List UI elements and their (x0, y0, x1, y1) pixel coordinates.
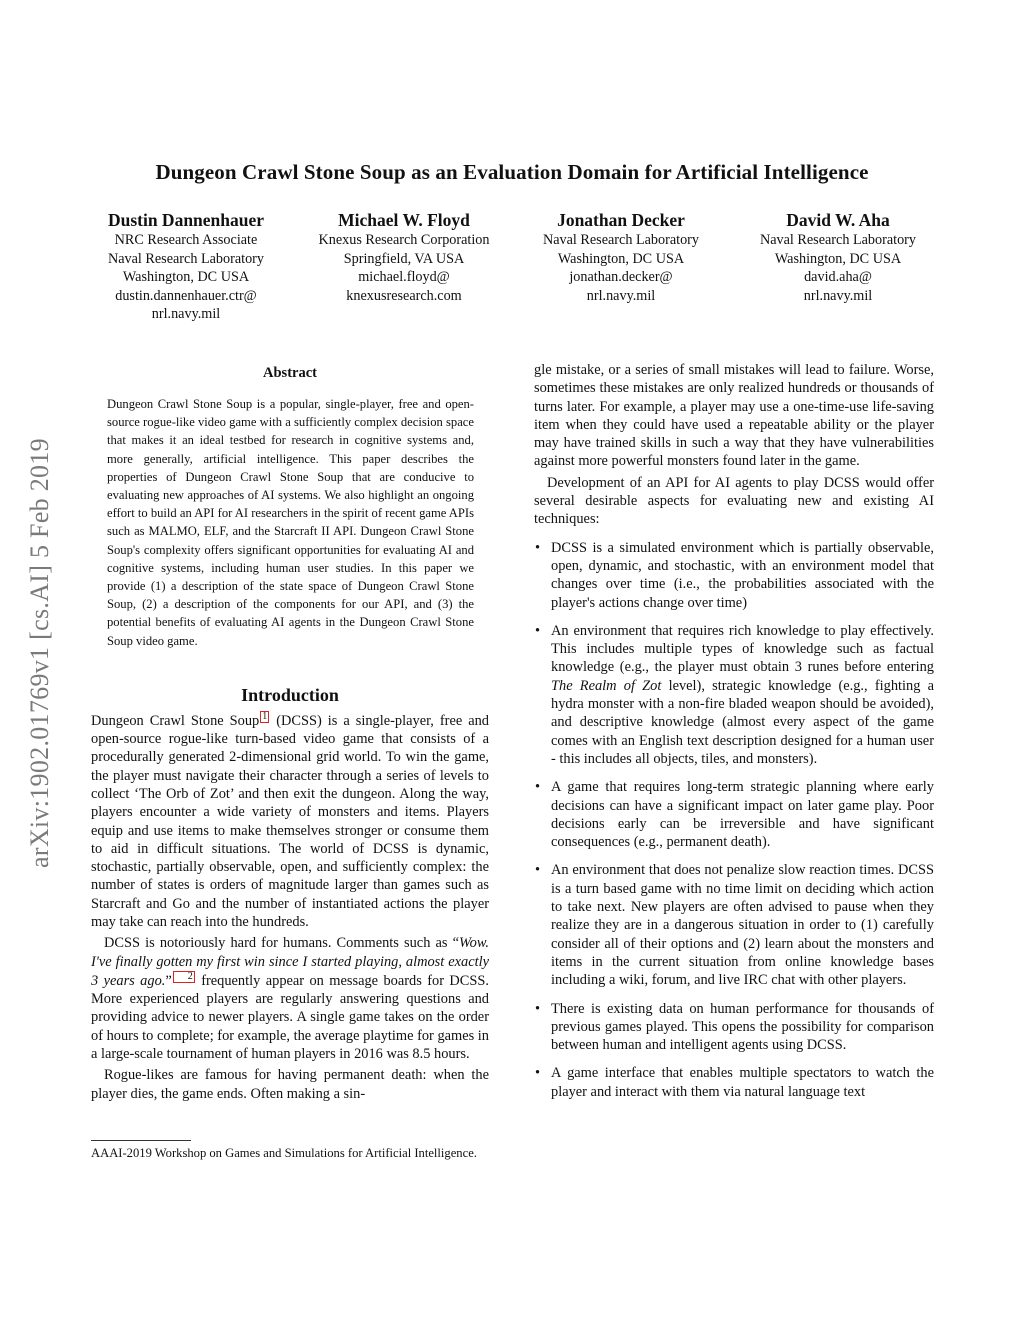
intro-text: DCSS is notoriously hard for humans. Comments such as “ (104, 935, 459, 952)
player-quote: Wow. I've finally gotten my first win since I started playing, almost exactly 3 years ago. (91, 935, 489, 989)
bullet-icon: • (535, 1000, 541, 1017)
author-name: Dustin Dannenhauer (107, 210, 265, 230)
arxiv-identifier-stamp: arXiv:1902.01769v1 [cs.AI] 5 Feb 2019 (25, 438, 54, 868)
body-paragraph: Development of an API for AI agents to play DCSS would offer several desirable aspects for evaluating new and existing AI techniques: (534, 474, 934, 528)
author-affiliation-line: Springfield, VA USA (343, 250, 465, 267)
author-block (740, 209, 936, 305)
author-affiliation-line: Washington, DC USA (557, 250, 685, 267)
list-item (534, 539, 934, 612)
list-item-text: level), strategic knowledge (e.g., fighting a hydra monster with a non-fire bladed weapon should be avoided), and descriptive knowledge (almost every aspect of the game comes with an English text description designed for a human user - this includes all objects, tiles, and monsters). (551, 677, 934, 767)
list-item (534, 1064, 934, 1101)
intro-paragraph (91, 934, 489, 1063)
author-name: David W. Aha (786, 210, 890, 230)
bullet-icon: • (535, 1065, 541, 1082)
author-email-line: david.aha@ (804, 269, 872, 285)
list-item-text: There is existing data on human performance for thousands of previous games played. This opens the possibility for comparison between human and intelligent agents using DCSS. (551, 1000, 934, 1054)
intro-text: ” (165, 972, 172, 989)
list-item-text: An environment that requires rich knowledge to play effectively. This includes multiple types of knowledge such as factual knowledge (e.g., the player must obtain 3 runes before entering (551, 622, 934, 676)
author-affiliation-line: NRC Research Associate (114, 232, 258, 248)
author-email-line: nrl.navy.mil (151, 306, 221, 322)
author-email-line: michael.floyd@ (358, 269, 450, 285)
list-item-text: DCSS is a simulated environment which is partially observable, open, dynamic, and stochastic, with an environment model that changes over time (i.e., the probabilities associated with the player's actions change over time) (551, 539, 934, 611)
author-affiliation-line: Washington, DC USA (774, 250, 902, 267)
abstract-body (107, 395, 474, 650)
author-name: Jonathan Decker (557, 210, 685, 230)
author-email-line: knexusresearch.com (346, 287, 462, 304)
author-block (296, 209, 512, 305)
bullet-icon: • (535, 539, 541, 556)
intro-paragraph (91, 711, 489, 931)
footnote-1-link[interactable]: 1 (262, 711, 268, 722)
list-item (534, 1000, 934, 1055)
aspect-list (534, 539, 934, 1101)
author-block (91, 209, 281, 324)
author-affiliation-line: Naval Research Laboratory (108, 250, 264, 267)
body-paragraph: gle mistake, or a series of small mistakes will lead to failure. Worse, sometimes these mistakes are only realized hundreds or thousands of turns later. For example, a player may use a one-time-use life-saving item when they could have used a repeatable ability or the player may have trained skills in such a way that they have vulnerabilities against more powerful monsters found later in the game. (534, 362, 934, 470)
author-email-line: dustin.dannenhauer.ctr@ (115, 287, 257, 304)
author-affiliation-line: Knexus Research Corporation (318, 232, 490, 248)
list-item (534, 622, 934, 768)
list-item-text: An environment that does not penalize slow reaction times. DCSS is a turn based game with no time limit on deciding which action to take next. New players are often advised to pause when they realize they are in a dangerous situation in order to (1) carefully consider all of their options and (2) learn about the monsters and items in the current situation from online knowledge bases including a wiki, forum, and live IRC chat with other players. (551, 862, 934, 989)
list-item-text: A game that requires long-term strategic planning where early decisions can have a significant impact on later game play. Poor decisions early can be irreversible and have significant consequences (e.g., permanent death). (551, 779, 934, 851)
list-item (534, 861, 934, 989)
author-affiliation-line: Naval Research Laboratory (760, 232, 916, 248)
author-email-line: jonathan.decker@ (569, 269, 673, 285)
list-item-italic: The Realm of Zot (551, 677, 662, 694)
intro-paragraph: Rogue-likes are famous for having permanent death: when the player dies, the game ends. Often making a sin- (91, 1067, 489, 1102)
author-email-line: nrl.navy.mil (803, 287, 873, 304)
intro-text: frequently appear on message boards for DCSS. More experienced players are regularly answering questions and providing advice to newer players. A single game takes on the order of hours to complete; for example, the average playtime for games in a large-scale tournament of human players in 2016 was 8.5 hours. (91, 972, 490, 1062)
author-affiliation-line: Naval Research Laboratory (543, 232, 699, 248)
author-block (523, 209, 719, 305)
paper-title: Dungeon Crawl Stone Soup as an Evaluation Domain for Artificial Intelligence (155, 160, 869, 184)
abstract-paragraph: Dungeon Crawl Stone Soup is a popular, single-player, free and open-source rogue-like video game with a sufficiently complex decision space that makes it an ideal testbed for research in cognitive systems and, more generally, artificial intelligence. This paper describes the properties of Dungeon Crawl Stone Soup that are conducive to evaluating new approaches of AI systems. We also highlight an ongoing effort to build an API for AI researchers in the spirit of recent game APIs such as MALMO, ELF, and the Starcraft II API. Dungeon Crawl Stone Soup's complexity offers significant opportunities for evaluating AI and cognitive systems, including human user studies. In this paper we provide (1) a description of the state space of Dungeon Crawl Stone Soup, (2) a description of the components for our API, and (3) the potential benefits of evaluating AI agents in the Dungeon Crawl Stone Soup video game. (107, 397, 474, 648)
footnote-divider (91, 1140, 191, 1141)
bullet-icon: • (535, 779, 541, 796)
intro-text: Dungeon Crawl Stone Soup (91, 712, 260, 729)
author-email-line: nrl.navy.mil (586, 287, 656, 304)
footnote-text: AAAI-2019 Workshop on Games and Simulations for Artificial Intelligence. (91, 1146, 477, 1160)
bullet-icon: • (535, 622, 541, 639)
left-column-body (91, 711, 489, 1106)
author-affiliation-line: Washington, DC USA (122, 269, 250, 285)
footnote-2-link[interactable]: 2 (173, 971, 195, 983)
right-column-body (534, 361, 934, 1111)
author-name: Michael W. Floyd (338, 210, 470, 230)
intro-text: (DCSS) is a single-player, free and open-source rogue-like turn-based video game that consists of a procedurally generated 2-dimensional grid world. To win the game, the player must navigate their character through a series of levels to collect ‘The Orb of Zot’ and then exit the dungeon. Along the way, players encounter a wide variety of monsters and items. Players equip and use items to make themselves stronger or consume them to aid in difficult situations. The world of DCSS is dynamic, stochastic, partially observable, open, and sufficiently complex: the number of states is orders of magnitude larger than games such as Starcraft and Go and the number of instantiated actions the player may take can reach into the hundreds. (91, 712, 489, 931)
bullet-icon: • (535, 862, 541, 879)
introduction-heading: Introduction (241, 685, 339, 705)
list-item-text: A game interface that enables multiple spectators to watch the player and interact with them via natural language text (551, 1065, 934, 1100)
list-item (534, 778, 934, 851)
abstract-heading: Abstract (263, 365, 317, 381)
